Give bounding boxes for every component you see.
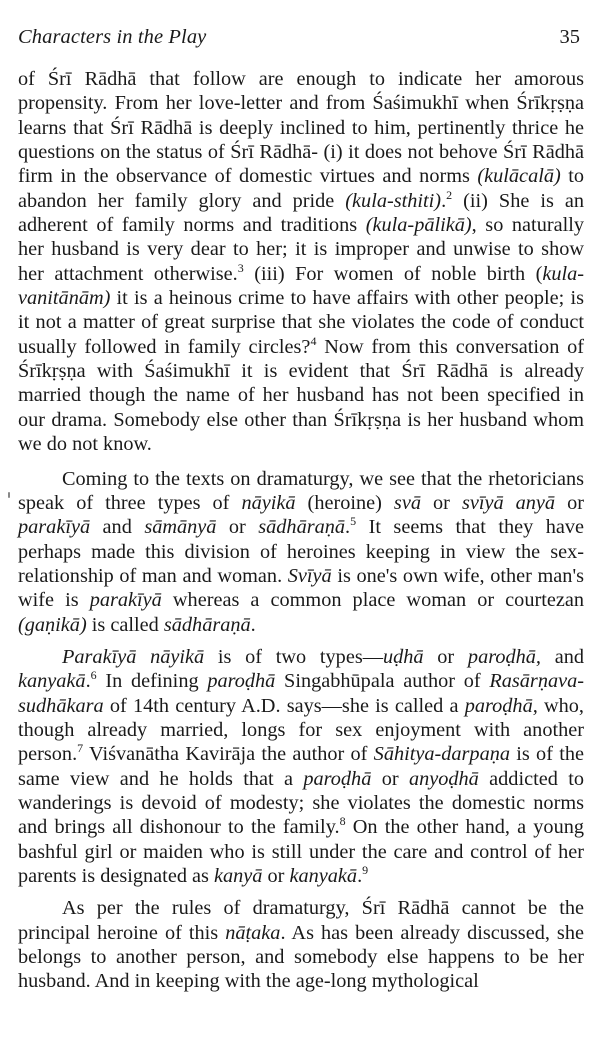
page-header [18,26,582,56]
text-run: or [216,516,259,539]
italic-term: (kulācalā) [477,165,561,188]
page-number: 35 [559,26,580,48]
text-run: it is a heinous crime to have affairs with other people; is it not a matter of great surprise that she violates the code of conduct usually followed in family circles? [18,287,584,358]
text-run: of 14th century A.D. says—she is called a [103,694,465,717]
italic-term: Svīyā [287,564,332,587]
italic-term: nāyikā [241,491,296,514]
print-speck [8,492,10,498]
text-run: whereas a common place woman or courtezan [161,589,584,612]
text-run: of Śrī Rādhā that follow are enough to indicate her amorous propensity. From her love-letter and from Śaśimukhī when Śrīkṛṣṇa learns that Śrī Rādhā is deeply inclined to him, pertinently thrice he questions on the status of Śrī Rādhā- (i) it does not behove Śrī Rādhā firm in the observance of domestic virtues and norms [18,68,584,188]
text-run: . [250,613,256,636]
text-run: is called [86,613,164,636]
footnote-marker: 8 [339,814,346,829]
text-run: , so naturally her husband is very dear to her; it is improper and unwise to show her attachment otherwise. [18,214,584,285]
text-run: . [85,670,91,693]
paragraph-3 [18,645,584,888]
text-run: . [441,189,447,212]
text-run: (heroine) [295,491,394,514]
text-run: is of two types— [204,645,383,668]
text-run: is of the same view and he holds that a [18,743,584,790]
italic-term: (kula-sthiti) [345,189,442,212]
italic-term: nāṭaka [225,921,281,944]
italic-term: (kula-pālikā) [365,214,472,237]
text-run: Viśvanātha Kavirāja the author of [83,743,374,766]
text-run: or [423,645,468,668]
italic-term: svā [393,491,421,514]
italic-term: sādhāraṇā [163,613,251,636]
italic-term: parakīyā [89,589,162,612]
footnote-marker: 4 [310,334,317,349]
italic-term: uḍhā [383,645,424,668]
italic-term: Parakīyā nāyikā [62,645,205,668]
text-run: Singabhūpala author of [275,670,490,693]
text-run: On the other hand, a young bashful girl or maiden who is still under the care and control of her parents is designated as [18,816,584,887]
text-run: It seems that they have perhaps made this division of heroines keeping in view the sex-relationship of man and woman. [18,516,584,587]
paragraph-1 [18,67,584,457]
text-run: (iii) For women of noble birth ( [243,262,543,285]
text-run: is one's own wife, other man's wife is [18,564,584,612]
text-run: or [555,491,585,514]
text-run: or [262,865,290,887]
text-run: . [357,865,363,887]
italic-term: paroḍhā, [464,694,538,717]
italic-term: kanyā [214,865,263,887]
text-run: or [420,491,462,514]
footnote-marker: 9 [362,863,369,878]
text-run: or [371,767,409,790]
italic-term: (gaṇikā) [18,613,87,636]
text-run: As per the rules of dramaturgy, Śrī Rādhā cannot be the principal heroine of this [18,897,584,944]
italic-term: Rasārṇava-sudhākara [18,670,584,717]
italic-term: paroḍhā [303,767,372,790]
body-text [18,67,584,994]
italic-term: sāmānyā [144,516,217,539]
text-run: In defining [96,670,208,693]
text-run: (ii) She is an adherent of family norms and traditions [18,189,584,237]
paragraph-2 [18,467,584,637]
italic-term: paroḍhā, [467,645,541,668]
text-run: addicted to wanderings is devoid of modesty; she violates the domestic norms and brings all dishonour to the family. [18,767,584,839]
running-title: Characters in the Play [18,26,207,48]
italic-term: kanyakā [18,670,86,693]
italic-term: kanyakā [289,865,358,887]
text-run: and [540,645,584,668]
text-run: who, though already married, longs for sex enjoyment with another person. [18,694,584,766]
italic-term: anyoḍhā [408,767,479,790]
italic-term: svīyā anyā [461,491,556,514]
footnote-marker: 3 [237,260,244,275]
paragraph-4 [18,896,584,993]
text-run: . [345,516,351,539]
italic-term: Sāhitya-darpaṇa [373,743,510,766]
text-run: to abandon her family glory and pride [18,165,584,212]
footnote-marker: 6 [90,668,97,683]
footnote-marker: 5 [350,514,357,529]
italic-term: paroḍhā [207,670,276,693]
text-run: . As has been already discussed, she belongs to another person, and somebody else happens to be her husband. And in keeping with the age-long mythological [18,921,584,993]
footnote-marker: 7 [77,741,84,756]
footnote-marker: 2 [446,187,453,202]
text-run: Coming to the texts on dramaturgy, we see that the rhetoricians speak of three types of [18,467,584,514]
italic-term: sādhāraṇā [258,516,346,539]
text-run: Now from this conversation of Śrīkṛṣṇa with Śaśimukhī it is evident that Śrī Rādhā is already married though the name of her husband has not been specified in our drama. Somebody else other than Śrīkṛṣṇa is her husband whom we do not know. [18,335,585,456]
italic-term: kula-vanitānām) [18,262,584,310]
italic-term: parakīyā [18,516,91,539]
text-run: and [90,516,145,539]
